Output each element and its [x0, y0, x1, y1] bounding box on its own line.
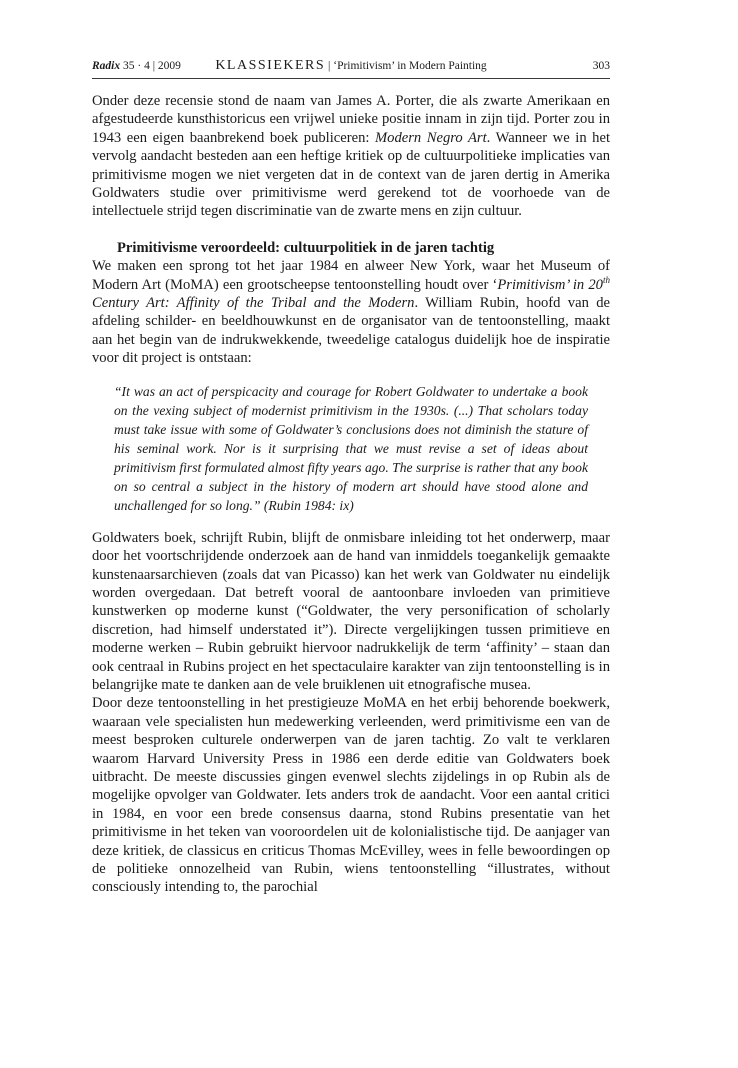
- running-head: [92, 58, 610, 79]
- paragraph-porter: [92, 92, 610, 221]
- issue-info: 35 · 4 | 2009: [123, 60, 181, 72]
- header-separator: |: [328, 60, 331, 72]
- journal-name: Radix: [92, 60, 121, 72]
- paragraph-text: . Wanneer we in het vervolg aandacht besteden aan een heftige kritiek op de cultuurpolitieke implicaties van primitivisme mogen we niet vergeten dat in de context van de jaren dertig in Amerika Goldwaters studie over primitivisme werd gerekend tot de voorhoede van de intellectuele strijd tegen discriminatie van de zwarte mens en zijn cultuur.: [92, 129, 611, 220]
- block-quote: “It was an act of perspicacity and courage for Robert Goldwater to undertake a book on the vexing subject of modernist primitivism in the 1930s. (...) That scholars today must take issue with some of Goldwater’s conclusions does not diminish the stature of his seminal work. Nor is it surprising that we must revise a set of ideas about primitivism first formulated almost fifty years ago. The surprise is rather that any book on so central a subject in the history of modern art should have stood alone and unchallenged for so long.” (Rubin 1984: ix): [114, 383, 588, 513]
- paragraph-rubin: Goldwaters boek, schrijft Rubin, blijft de onmisbare inleiding tot het onderwerp, maar door het voortschrijdende onderzoek aan de hand van inmiddels toegankelijk gemaakte kunstenaarsarchieven (zoals dat van Picasso) kan het werk van Goldwater nu eindelijk worden overgedaan. Dat betreft vooral de aantoonbare invloeden van primitieve kunstwerken op moderne kunst (“Goldwater, the very personification of scholarly discretion, had himself understated it”). Directe vergelijkingen tussen primitieve en moderne werken – Rubin gebruikt hiervoor nadrukkelijk de term ‘affinity’ – staan dan ook centraal in Rubins project en het spectaculaire karakter van zijn tentoonstelling is in belangrijke mate te danken aan de vele bruiklenen uit etnografische musea.: [92, 529, 610, 693]
- exhibition-title-part: Century Art: Affinity of the Tribal and the Modern: [92, 295, 415, 312]
- section-title: [92, 58, 610, 74]
- paragraph-moma: [92, 257, 610, 367]
- superscript: th: [602, 274, 610, 285]
- exhibition-title-part: Primitivism’ in 20: [497, 276, 603, 293]
- section-name: KLASSIEKERS: [215, 58, 326, 73]
- book-title: Modern Negro Art: [375, 129, 487, 146]
- article-subtitle: ‘Primitivism’ in Modern Painting: [333, 60, 487, 72]
- section-heading: Primitivisme veroordeeld: cultuurpolitiek in de jaren tachtig: [117, 239, 495, 256]
- paragraph-exhibition: Door deze tentoonstelling in het prestigieuze MoMA en het erbij behorende boekwerk, waaraan vele specialisten hun medewerking verleenden, werd primitivisme een van de meest besproken culturele onderwerpen van de jaren tachtig. Zo valt te verklaren waarom Harvard University Press in 1986 een derde editie van Goldwaters boek uitbracht. De meeste discussies gingen evenwel slechts zijdelings in op Rubin als de mogelijke opvolger van Goldwater. Iets anders trok de aandacht. Voor een aantal critici in 1984, en voor een brede consensus daarna, stond Rubins presentatie van het primitivisme in het teken van vooroordelen uit de kolonialistische tijd. De aanjager van deze kritiek, de classicus en criticus Thomas McEvilley, wees in felle bewoordingen op de politieke onnozelheid van Rubin, wiens tentoonstelling “illustrates, without consciously intending to, the parochial: [92, 695, 610, 896]
- article-body: [92, 92, 610, 897]
- page-number: 303: [592, 60, 610, 72]
- paragraph-text: . William Rubin, hoofd van de afdeling schilder- en beeldhouwkunst en de organisator van de tentoonstelling, maakt aan het begin van de indrukwekkende, tweedelige catalogus duidelijk hoe de inspiratie voor dit project is ontstaan:: [92, 295, 610, 367]
- paragraph-text: Onder deze recensie stond de naam van James A. Porter, die als zwarte Amerikaan en afgestudeerde kunsthistoricus een vrijwel unieke positie innam in zijn tijd. Porter zou in 1943 een eigen baanbrekend boek publiceren:: [92, 93, 610, 146]
- paragraph-text: We maken een sprong tot het jaar 1984 en alweer New York, waar het Museum of Modern Art (MoMA) een grootscheepse tentoonstelling houdt over ‘: [92, 258, 610, 293]
